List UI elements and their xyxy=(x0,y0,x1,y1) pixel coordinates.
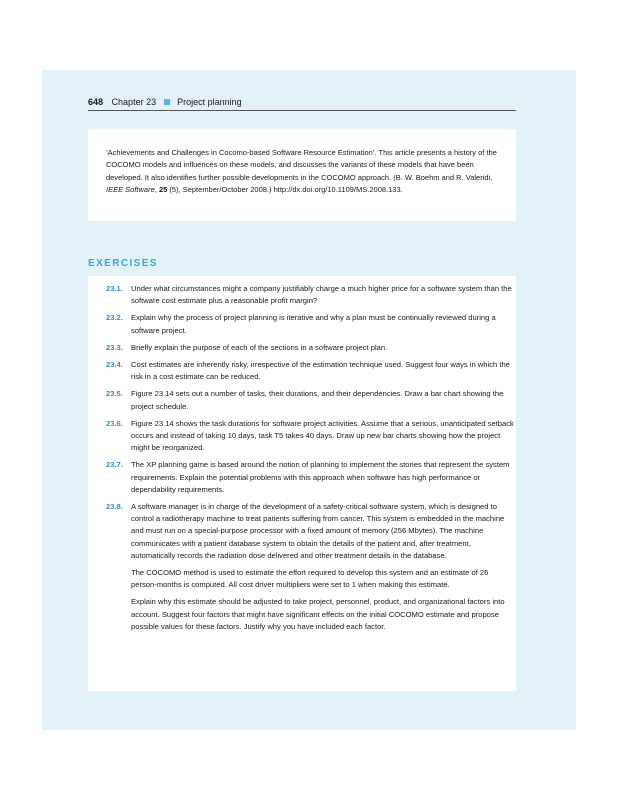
exercise-text: Explain why the process of project planning is iterative and why a plan must be continually reviewed during a software project. xyxy=(131,313,496,335)
reference-text xyxy=(106,147,508,196)
separator-square-icon xyxy=(164,99,170,105)
reference-journal: IEEE Software xyxy=(106,184,155,194)
exercise-text: Figure 23.14 shows the task durations for software project activities. Assume that a serious, unanticipated setback occurs and instead of taking 10 days, task T5 takes 40 days. Draw up new bar charts showing how the project might be reorganized. xyxy=(131,418,514,453)
exercise-text: A software manager is in charge of the development of a safety-critical software system, which is designed to control a radiotherapy machine to treat patients suffering from cancer. This system is embedded in the machine and must run on a special-purpose processor with a fixed amount of memory (256 Mbytes). The machine communicates with a patient database system to obtain the details of the patient and, after treatment, automatically records the radiation dose delivered and other treatment details in the database. xyxy=(131,502,505,560)
exercise-item xyxy=(106,342,515,354)
exercise-text: The COCOMO method is used to estimate the effort required to develop this system and an estimate of 26 person-months is computed. All cost driver multipliers were set to 1 when making this estimate. xyxy=(131,568,489,590)
exercise-number: 23.6. xyxy=(106,418,123,428)
exercise-list xyxy=(106,283,515,638)
exercise-text: Figure 23.14 sets out a number of tasks, their durations, and their dependencies. Draw a bar chart showing the project schedule. xyxy=(131,389,504,411)
section-title: Project planning xyxy=(177,97,242,107)
exercise-item xyxy=(106,388,515,412)
exercise-text: Under what circumstances might a company justifiably charge a much higher price for a software system than the software cost estimate plus a reasonable profit margin? xyxy=(131,284,512,306)
exercises-heading: EXERCISES xyxy=(88,258,158,269)
exercise-text: Cost estimates are inherently risky, irrespective of the estimation technique used. Suggest four ways in which the risk in a cost estimate can be reduced. xyxy=(131,360,510,382)
exercise-number: 23.3. xyxy=(106,342,123,352)
exercise-number: 23.1. xyxy=(106,284,123,293)
exercise-number: 23.2. xyxy=(106,313,123,323)
exercise-item xyxy=(106,283,515,307)
page-number: 648 xyxy=(88,97,104,107)
exercise-item xyxy=(106,501,515,633)
header-rule xyxy=(88,110,516,111)
reference-text-end: (5), September/October 2008.) http://dx.doi.org/10.1109/MS.2008.133. xyxy=(167,184,403,194)
reference-comma: , xyxy=(154,184,159,194)
chapter-label: Chapter 23 xyxy=(111,97,157,107)
exercise-text: Explain why this estimate should be adjusted to take project, personnel, product, and organizational factors into account. Suggest four factors that might have significant effects on the initial COCOMO estimate and propose possible values for these factors. Justify why you have included each factor. xyxy=(131,597,505,631)
reference-text-main: ‘Achievements and Challenges in Cocomo-based Software Resource Estimation’. This article presents a history of the COCOMO models and influences on these models, and discusses the variants of these models that have been developed. It also identifies further possible developments in the COCOMO approach. (B. W. Boehm and R. Valeridi, xyxy=(106,148,497,182)
exercise-item xyxy=(106,418,515,455)
exercise-number: 23.4. xyxy=(106,360,123,370)
exercise-number: 23.5. xyxy=(106,389,123,399)
exercise-text: The XP planning game is based around the notion of planning to implement the stories that represent the system requirements. Explain the potential problems with this approach when software has high performance or dependability requirements. xyxy=(131,460,510,494)
reference-volume: 25 xyxy=(158,184,168,194)
exercise-item xyxy=(106,312,515,336)
exercise-number: 23.7. xyxy=(106,460,123,470)
exercise-number: 23.8. xyxy=(106,502,123,512)
exercise-item xyxy=(106,459,515,496)
running-head xyxy=(88,96,516,108)
exercise-item xyxy=(106,359,515,383)
exercise-text: Briefly explain the purpose of each of the sections in a software project plan. xyxy=(131,342,388,352)
